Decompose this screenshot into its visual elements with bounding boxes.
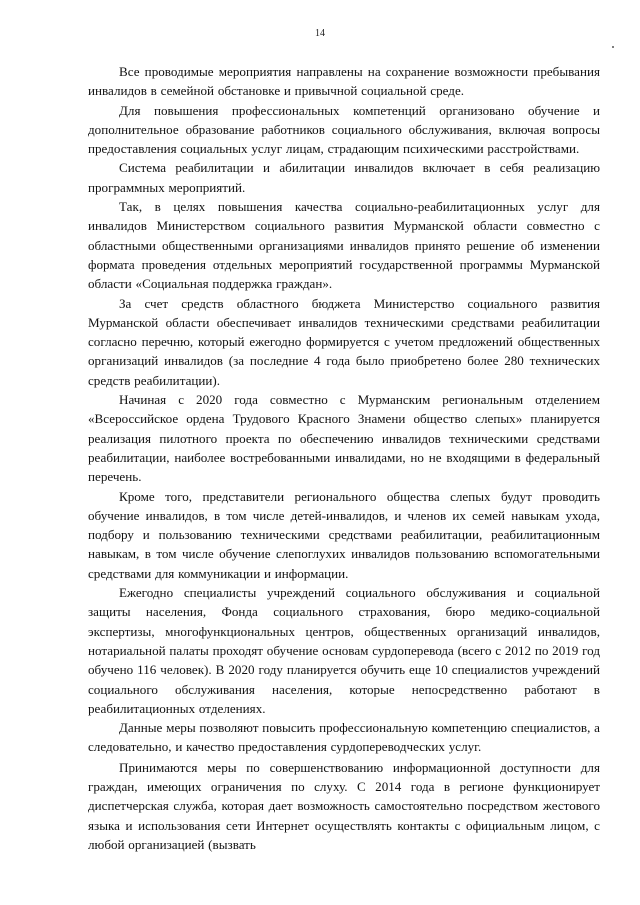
paragraph-5: За счет средств областного бюджета Министерство социального развития Мурманской области обеспечивает инвалидов техническими средствами реабилитации согласно перечню, который ежегодно формируется с учетом предложений общественных организаций инвалидов (за последние 4 года было приобретено более 280 технических средств реабилитации). — [88, 295, 600, 388]
document-body — [88, 62, 600, 854]
paragraph-3: Система реабилитации и абилитации инвалидов включает в себя реализацию программных мероприятий. — [88, 160, 600, 195]
paragraph-7: Кроме того, представители регионального общества слепых будут проводить обучение инвалидов, в том числе детей-инвалидов, и членов их семей навыкам ухода, подбору и пользованию техническими средствами реабилитации, реабилитационным навыкам, в том числе обучение слепоглухих инвалидов пользованию вспомогательными средствами для коммуникации и информации. — [88, 488, 600, 581]
page-number: 14 — [315, 28, 325, 39]
paragraph-8: Ежегодно специалисты учреждений социального обслуживания и социальной защиты населения, Фонда социального страхования, бюро медико-социальной экспертизы, многофункциональных центров, общественных организаций инвалидов, нотариальной палаты проходят обучение основам сурдоперевода (всего с 2012 по 2019 год обучено 116 человек). В 2020 году планируется обучить еще 10 специалистов учреждений социального обслуживания населения, которые непосредственно работают в реабилитационных отделениях. — [88, 585, 600, 716]
paragraph-10: Принимаются меры по совершенствованию информационной доступности для граждан, имеющих ограничения по слуху. С 2014 года в регионе функционирует диспетчерская служба, которая дает возможность самостоятельно посредством жестового языка и использования сети Интернет осуществлять контакты с официальным лицом, с любой организацией (вызвать — [88, 759, 600, 852]
scan-speck — [612, 46, 614, 48]
paragraph-9: Данные меры позволяют повысить профессиональную компетенцию специалистов, а следовательно, и качество предоставления сурдопереводческих услуг. — [88, 720, 600, 755]
paragraph-6: Начиная с 2020 года совместно с Мурманским региональным отделением «Всероссийское ордена Трудового Красного Знамени общество слепых» планируется реализация пилотного проекта по обеспечению инвалидов техническими средствами реабилитации, наиболее востребованными инвалидами, но не входящими в федеральный перечень. — [88, 392, 600, 485]
paragraph-1: Все проводимые мероприятия направлены на сохранение возможности пребывания инвалидов в семейной обстановке и привычной социальной среде. — [88, 64, 600, 99]
paragraph-4: Так, в целях повышения качества социально-реабилитационных услуг для инвалидов Министерством социального развития Мурманской области совместно с областными общественными организациями инвалидов принято решение об изменении формата проведения отдельных мероприятий государственной программы Мурманской области «Социальная поддержка граждан». — [88, 199, 600, 292]
paragraph-2: Для повышения профессиональных компетенций организовано обучение и дополнительное образование работников социального обслуживания, включая вопросы предоставления социальных услуг лицам, страдающим психическими расстройствами. — [88, 102, 600, 157]
